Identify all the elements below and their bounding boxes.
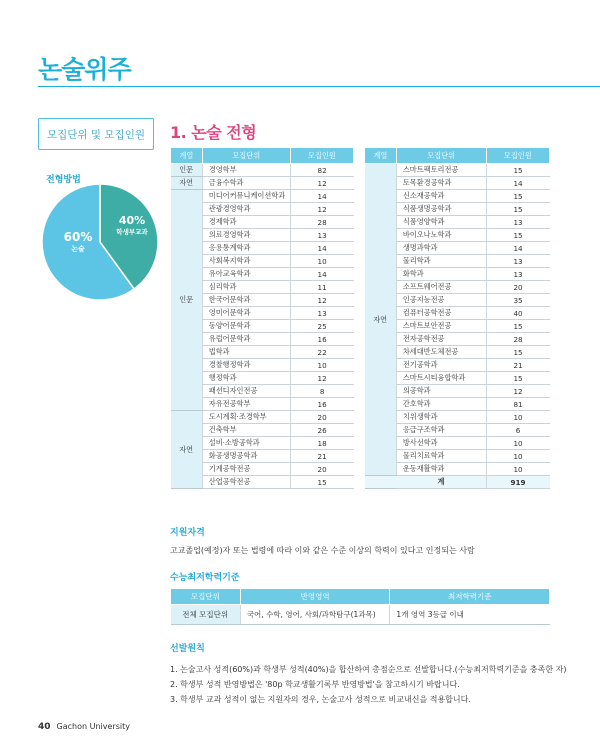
count-cell: 15 [486, 372, 549, 385]
csat-minimum-title: 수능최저학력기준 [170, 573, 240, 583]
col-header-standard: 최저학력기준 [390, 589, 550, 605]
dept-cell: 식품생명공학과 [396, 203, 486, 216]
dept-cell: 생명과학과 [396, 242, 486, 255]
dept-cell: 차세대반도체전공 [396, 346, 486, 359]
count-cell: 26 [290, 424, 353, 437]
dept-cell: 한국어문학과 [202, 294, 290, 307]
dept-cell: 소프트웨어전공 [396, 281, 486, 294]
dept-cell: 신소재공학과 [396, 190, 486, 203]
dept-cell: 스마트보안전공 [396, 320, 486, 333]
list-item: 1. 논술고사 성적(60%)과 학생부 성적(40%)을 합산하여 총점순으로 선발합니다.(수능최저학력기준을 충족한 자) [170, 665, 567, 674]
count-cell: 10 [486, 411, 549, 424]
count-cell: 21 [290, 450, 353, 463]
table-row [171, 190, 354, 203]
dept-cell: 산업공학전공 [202, 476, 290, 489]
count-cell: 15 [486, 346, 549, 359]
dept-cell: 바이오나노학과 [396, 229, 486, 242]
total-label: 계 [396, 476, 486, 489]
dept-cell: 행정학과 [202, 372, 290, 385]
title-divider [38, 86, 600, 87]
count-cell: 21 [486, 359, 549, 372]
count-cell: 35 [486, 294, 549, 307]
dept-cell: 식품영양학과 [396, 216, 486, 229]
footer-brand: Gachon University [56, 722, 130, 731]
dept-cell: 유아교육학과 [202, 268, 290, 281]
count-cell: 20 [486, 281, 549, 294]
count-cell: 20 [290, 411, 353, 424]
dept-cell: 치위생학과 [396, 411, 486, 424]
count-cell: 22 [290, 346, 353, 359]
count-cell: 13 [290, 229, 353, 242]
total-row [365, 476, 550, 489]
selection-method-label: 전형방법 [46, 175, 81, 185]
selection-title: 선발원칙 [170, 644, 205, 654]
dept-cell: 경영학부 [202, 164, 290, 177]
dept-cell: 운동재활학과 [396, 463, 486, 476]
count-cell: 10 [486, 437, 549, 450]
dept-cell: 사회복지학과 [202, 255, 290, 268]
count-cell: 10 [290, 255, 353, 268]
count-cell: 13 [290, 307, 353, 320]
count-cell: 12 [486, 385, 549, 398]
count-cell: 6 [486, 424, 549, 437]
count-cell: 11 [290, 281, 353, 294]
table-header-row [365, 148, 550, 164]
count-cell: 14 [290, 242, 353, 255]
count-cell: 12 [290, 372, 353, 385]
pie-name-record: 학생부교과 [116, 228, 148, 236]
col-header-dept: 모집단위 [396, 148, 486, 164]
count-cell: 14 [290, 268, 353, 281]
pie-name-essay: 논술 [71, 245, 85, 253]
dept-cell: 기계공학전공 [202, 463, 290, 476]
admission-table-left [170, 147, 354, 489]
csat-standard: 1개 영역 3등급 이내 [390, 605, 550, 625]
dept-cell: 동양어문학과 [202, 320, 290, 333]
count-cell: 14 [486, 242, 549, 255]
dept-cell: 도시계획·조경학부 [202, 411, 290, 424]
total-value: 919 [486, 476, 549, 489]
count-cell: 10 [486, 463, 549, 476]
dept-cell: 의료경영학과 [202, 229, 290, 242]
count-cell: 15 [290, 476, 353, 489]
dept-cell: 물리치료학과 [396, 450, 486, 463]
table-row [171, 164, 354, 177]
dept-cell: 방사선학과 [396, 437, 486, 450]
count-cell: 81 [486, 398, 549, 411]
count-cell: 10 [486, 450, 549, 463]
page-number: 40 [38, 722, 51, 732]
count-cell: 15 [486, 164, 549, 177]
dept-cell: 토목환경공학과 [396, 177, 486, 190]
dept-cell: 스마트시티융합학과 [396, 372, 486, 385]
count-cell: 20 [290, 463, 353, 476]
dept-cell: 인공지능전공 [396, 294, 486, 307]
dept-cell: 응급구조학과 [396, 424, 486, 437]
dept-cell: 의공학과 [396, 385, 486, 398]
group-cell: 자연 [171, 411, 203, 489]
dept-cell: 심리학과 [202, 281, 290, 294]
dept-cell: 유럽어문학과 [202, 333, 290, 346]
group-cell: 자연 [365, 164, 397, 476]
table-row [171, 605, 550, 625]
dept-cell: 경제학과 [202, 216, 290, 229]
dept-cell: 물리학과 [396, 255, 486, 268]
csat-minimum-table [170, 588, 550, 625]
csat-unit: 전체 모집단위 [171, 605, 241, 625]
dept-cell: 화공생명공학과 [202, 450, 290, 463]
pie-percent-essay: 60% [63, 230, 93, 244]
dept-cell: 화학과 [396, 268, 486, 281]
dept-cell: 영미어문학과 [202, 307, 290, 320]
count-cell: 15 [486, 203, 549, 216]
count-cell: 15 [486, 190, 549, 203]
table-header-row [171, 589, 550, 605]
sidebar-heading-box: 모집단위 및 모집인원 [38, 118, 154, 150]
section-title: 1. 논술 전형 [170, 123, 257, 142]
count-cell: 12 [290, 294, 353, 307]
dept-cell: 경찰행정학과 [202, 359, 290, 372]
dept-cell: 전자공학전공 [396, 333, 486, 346]
dept-cell: 설비·소방공학과 [202, 437, 290, 450]
dept-cell: 법학과 [202, 346, 290, 359]
pie-label-record [104, 214, 160, 236]
count-cell: 12 [290, 203, 353, 216]
count-cell: 25 [290, 320, 353, 333]
dept-cell: 관광경영학과 [202, 203, 290, 216]
list-item: 3. 학생부 교과 성적이 없는 지원자의 경우, 논술고사 성적으로 비교내신을 적용합니다. [170, 695, 471, 704]
footer [38, 722, 130, 732]
dept-cell: 스마트팩토리전공 [396, 164, 486, 177]
dept-cell: 전기공학과 [396, 359, 486, 372]
dept-cell: 응용통계학과 [202, 242, 290, 255]
eligibility-text: 고교졸업(예정)자 또는 법령에 따라 이와 같은 수준 이상의 학력이 있다고 인정되는 사람 [170, 546, 475, 555]
count-cell: 10 [290, 359, 353, 372]
count-cell: 13 [486, 268, 549, 281]
table-row [171, 177, 354, 190]
dept-cell: 금융수학과 [202, 177, 290, 190]
dept-cell: 간호학과 [396, 398, 486, 411]
count-cell: 82 [290, 164, 353, 177]
col-header-group: 계열 [365, 148, 397, 164]
col-header-dept: 모집단위 [202, 148, 290, 164]
count-cell: 14 [290, 190, 353, 203]
count-cell: 8 [290, 385, 353, 398]
list-item: 2. 학생부 성적 반영방법은 '80p 학교생활기록부 반영방법'을 참고하시기 바랍니다. [170, 680, 460, 689]
eligibility-title: 지원자격 [170, 528, 205, 538]
csat-area: 국어, 수학, 영어, 사회/과학탐구(1과목) [240, 605, 390, 625]
table-row [171, 411, 354, 424]
col-header-group: 계열 [171, 148, 203, 164]
group-cell: 자연 [171, 177, 203, 190]
col-header-area: 반영영역 [240, 589, 390, 605]
count-cell: 18 [290, 437, 353, 450]
admission-table-right [364, 147, 550, 489]
count-cell: 14 [486, 177, 549, 190]
count-cell: 28 [486, 333, 549, 346]
dept-cell: 컴퓨터공학전공 [396, 307, 486, 320]
count-cell: 13 [486, 255, 549, 268]
dept-cell: 건축학부 [202, 424, 290, 437]
pie-percent-record: 40% [118, 214, 146, 227]
count-cell: 16 [290, 333, 353, 346]
count-cell: 40 [486, 307, 549, 320]
col-header-count: 모집인원 [290, 148, 353, 164]
pie-label-essay [58, 230, 98, 254]
col-header-unit: 모집단위 [171, 589, 241, 605]
count-cell: 16 [290, 398, 353, 411]
count-cell: 15 [486, 320, 549, 333]
dept-cell: 자유전공학부 [202, 398, 290, 411]
count-cell: 12 [290, 177, 353, 190]
col-header-count: 모집인원 [486, 148, 549, 164]
dept-cell: 미디어커뮤니케이션학과 [202, 190, 290, 203]
count-cell: 28 [290, 216, 353, 229]
dept-cell: 패션디자인전공 [202, 385, 290, 398]
table-header-row [171, 148, 354, 164]
group-cell: 인문 [171, 164, 203, 177]
page-title: 논술위주 [38, 55, 131, 84]
selection-list [170, 662, 566, 707]
count-cell: 13 [486, 216, 549, 229]
group-cell: 인문 [171, 190, 203, 411]
table-row [365, 164, 550, 177]
count-cell: 15 [486, 229, 549, 242]
